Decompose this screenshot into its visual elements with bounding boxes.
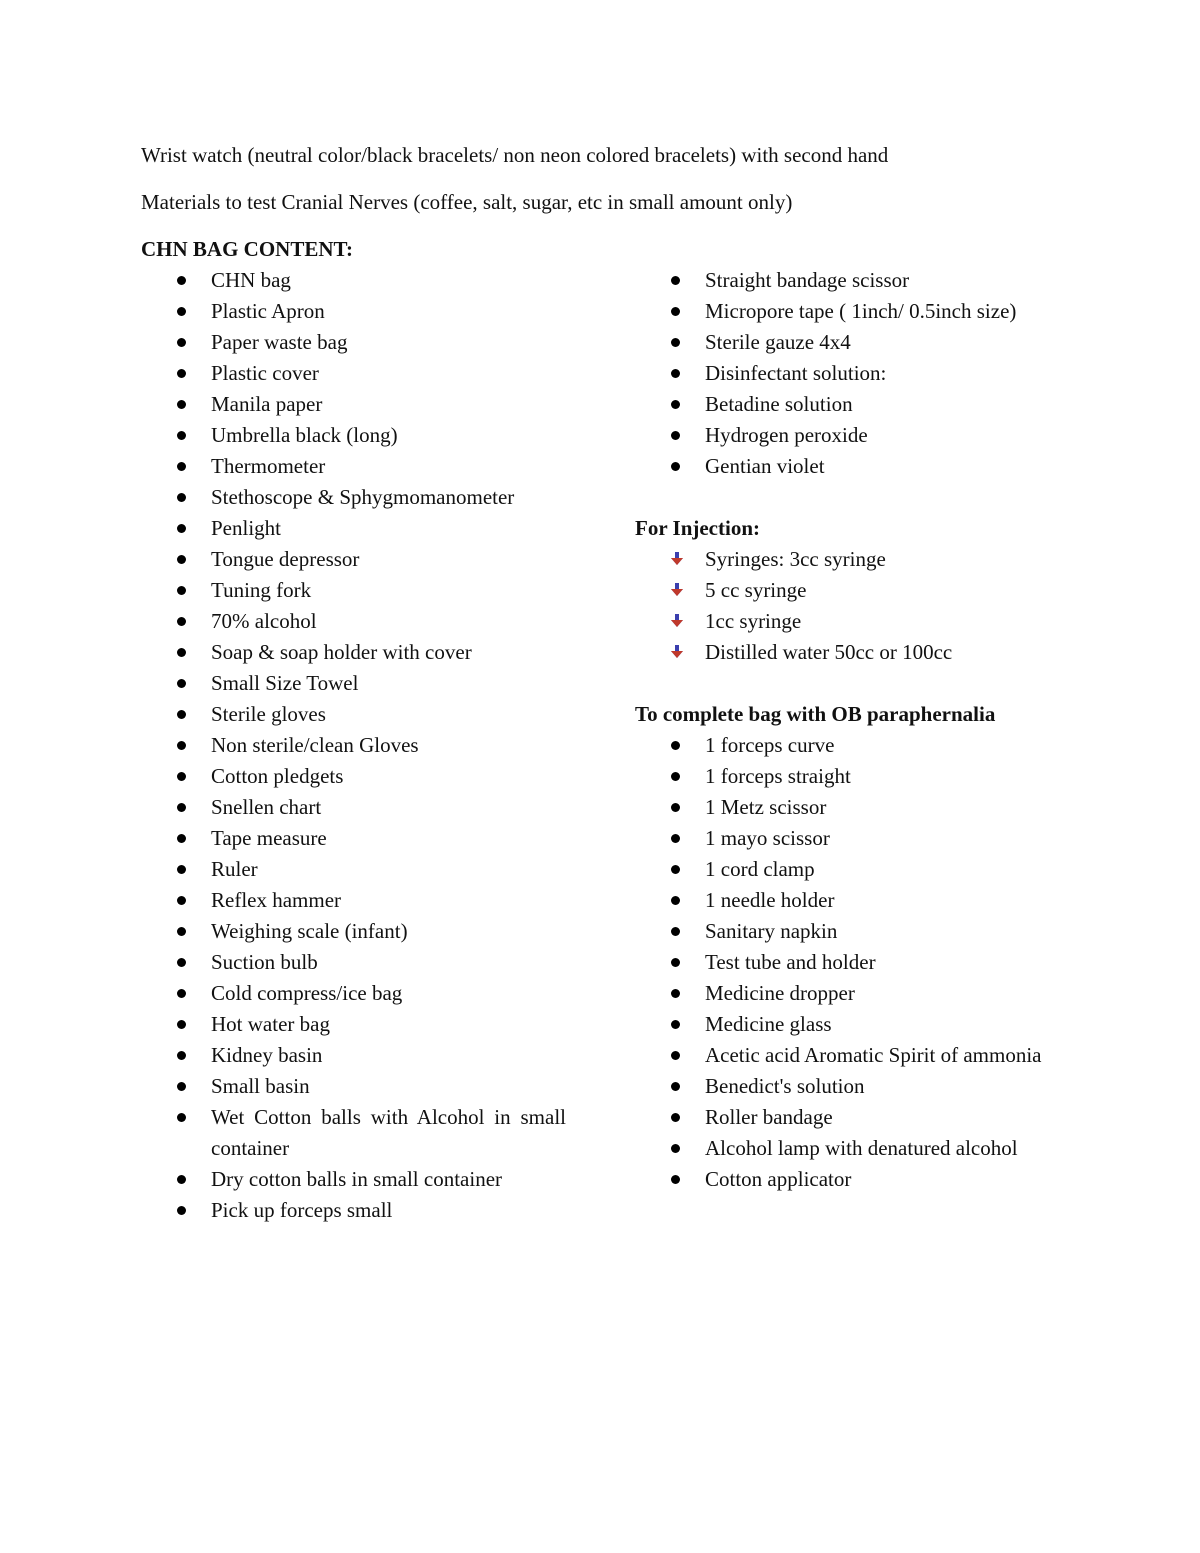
list-item-label: Medicine dropper bbox=[705, 981, 855, 1005]
list-item bbox=[211, 544, 566, 575]
bullet-icon bbox=[177, 679, 186, 688]
bullet-icon bbox=[671, 307, 680, 316]
list-item-label: Umbrella black (long) bbox=[211, 423, 398, 447]
list-item-label: 1 mayo scissor bbox=[705, 826, 830, 850]
bullet-icon bbox=[671, 772, 680, 781]
bullet-icon bbox=[177, 1051, 186, 1060]
list-item-label: Weighing scale (infant) bbox=[211, 919, 408, 943]
list-item bbox=[211, 761, 566, 792]
list-item-label: Plastic cover bbox=[211, 361, 319, 385]
bullet-icon bbox=[671, 276, 680, 285]
bullet-icon bbox=[177, 865, 186, 874]
bullet-icon bbox=[177, 276, 186, 285]
bullet-icon bbox=[671, 927, 680, 936]
arrow-down-bullet-icon bbox=[671, 583, 683, 597]
list-item-label: Penlight bbox=[211, 516, 282, 540]
bullet-icon bbox=[177, 958, 186, 967]
bullet-icon bbox=[671, 741, 680, 750]
list-item bbox=[211, 978, 566, 1009]
list-item bbox=[705, 1133, 1060, 1164]
list-item-label: Acetic acid Aromatic Spirit of ammonia bbox=[705, 1043, 1042, 1067]
list-item-label: Tape measure bbox=[211, 826, 327, 850]
list-item-label: Gentian violet bbox=[705, 454, 825, 478]
list-item-label: Non sterile/clean Gloves bbox=[211, 733, 419, 757]
list-item bbox=[705, 606, 1060, 637]
list-item bbox=[211, 637, 566, 668]
list-item-label: Tongue depressor bbox=[211, 547, 360, 571]
list-item-label: Sterile gauze 4x4 bbox=[705, 330, 851, 354]
list-item bbox=[211, 823, 566, 854]
bullet-icon bbox=[671, 865, 680, 874]
list-item-label: Ruler bbox=[211, 857, 258, 881]
list-item-label: Dry cotton balls in small container bbox=[211, 1167, 503, 1191]
bullet-icon bbox=[177, 1175, 186, 1184]
list-item bbox=[211, 296, 566, 327]
list-item bbox=[705, 1102, 1060, 1133]
list-item-label: Sterile gloves bbox=[211, 702, 326, 726]
list-item-label: Roller bandage bbox=[705, 1105, 833, 1129]
list-item-label: Alcohol lamp with denatured alcohol bbox=[705, 1136, 1018, 1160]
list-item bbox=[211, 730, 566, 761]
bullet-icon bbox=[671, 834, 680, 843]
list-item-label: Suction bulb bbox=[211, 950, 318, 974]
list-item-label: Cotton applicator bbox=[705, 1167, 852, 1191]
list-item-label: Cold compress/ice bag bbox=[211, 981, 403, 1005]
list-item bbox=[211, 265, 566, 296]
list-item bbox=[705, 327, 1060, 358]
bullet-icon bbox=[671, 803, 680, 812]
list-item bbox=[705, 1040, 1060, 1071]
list-item bbox=[211, 1071, 566, 1102]
chn-bag-heading: CHN BAG CONTENT: bbox=[141, 237, 353, 261]
list-item bbox=[705, 420, 1060, 451]
bullet-icon bbox=[177, 431, 186, 440]
list-item bbox=[705, 916, 1060, 947]
list-item-label: Distilled water 50cc or 100cc bbox=[705, 640, 953, 664]
list-item bbox=[211, 885, 566, 916]
list-item-label: Thermometer bbox=[211, 454, 326, 478]
list-item bbox=[211, 916, 566, 947]
list-item-label: Small Size Towel bbox=[211, 671, 359, 695]
chn-bag-list-right bbox=[705, 265, 1060, 482]
list-item-label: Wet Cotton balls with Alcohol in small container bbox=[211, 1105, 566, 1160]
list-item-label: Soap & soap holder with cover bbox=[211, 640, 472, 664]
bullet-icon bbox=[177, 524, 186, 533]
bullet-icon bbox=[177, 989, 186, 998]
bullet-icon bbox=[177, 927, 186, 936]
bullet-icon bbox=[177, 803, 186, 812]
bullet-icon bbox=[671, 1082, 680, 1091]
bullet-icon bbox=[671, 431, 680, 440]
list-item bbox=[705, 730, 1060, 761]
list-item-label: 70% alcohol bbox=[211, 609, 317, 633]
intro-line-cranial-nerves: Materials to test Cranial Nerves (coffee, salt, sugar, etc in small amount only) bbox=[141, 190, 793, 214]
bullet-icon bbox=[177, 834, 186, 843]
list-item bbox=[705, 1009, 1060, 1040]
bullet-icon bbox=[671, 896, 680, 905]
list-item bbox=[705, 823, 1060, 854]
intro-line-wrist-watch: Wrist watch (neutral color/black bracelets/ non neon colored bracelets) with second hand bbox=[141, 143, 889, 167]
list-item bbox=[211, 1040, 566, 1071]
bullet-icon bbox=[177, 617, 186, 626]
list-item bbox=[211, 327, 566, 358]
list-item bbox=[705, 854, 1060, 885]
arrow-down-bullet-icon bbox=[671, 614, 683, 628]
bullet-icon bbox=[177, 493, 186, 502]
bullet-icon bbox=[177, 400, 186, 409]
list-item bbox=[705, 1071, 1060, 1102]
bullet-icon bbox=[177, 772, 186, 781]
ob-paraphernalia-heading: To complete bag with OB paraphernalia bbox=[635, 702, 996, 726]
list-item bbox=[211, 699, 566, 730]
list-item-label: Hot water bag bbox=[211, 1012, 330, 1036]
bullet-icon bbox=[671, 1144, 680, 1153]
bullet-icon bbox=[671, 1113, 680, 1122]
list-item bbox=[705, 1164, 1060, 1195]
list-item-label: Sanitary napkin bbox=[705, 919, 838, 943]
list-item-label: 5 cc syringe bbox=[705, 578, 807, 602]
bullet-icon bbox=[177, 462, 186, 471]
arrow-down-bullet-icon bbox=[671, 552, 683, 566]
list-item bbox=[211, 420, 566, 451]
bullet-icon bbox=[177, 555, 186, 564]
bullet-icon bbox=[177, 586, 186, 595]
list-item-label: Hydrogen peroxide bbox=[705, 423, 868, 447]
bullet-icon bbox=[177, 896, 186, 905]
bullet-icon bbox=[177, 1082, 186, 1091]
list-item bbox=[211, 947, 566, 978]
list-item bbox=[705, 265, 1060, 296]
list-item-label: 1cc syringe bbox=[705, 609, 802, 633]
list-item-label: Syringes: 3cc syringe bbox=[705, 547, 886, 571]
ob-paraphernalia-list bbox=[705, 730, 1060, 1195]
list-item bbox=[211, 1195, 566, 1226]
list-item bbox=[211, 451, 566, 482]
list-item-label: Cotton pledgets bbox=[211, 764, 344, 788]
list-item-label: CHN bag bbox=[211, 268, 291, 292]
list-item bbox=[705, 544, 1060, 575]
list-item-label: 1 forceps curve bbox=[705, 733, 835, 757]
injection-list bbox=[705, 544, 1060, 668]
list-item-label: Paper waste bag bbox=[211, 330, 348, 354]
chn-bag-list-left bbox=[211, 265, 566, 1226]
list-item-label: Kidney basin bbox=[211, 1043, 323, 1067]
list-item-label: Reflex hammer bbox=[211, 888, 342, 912]
list-item-label: Disinfectant solution: bbox=[705, 361, 887, 385]
bullet-icon bbox=[177, 369, 186, 378]
list-item bbox=[211, 1164, 566, 1195]
list-item bbox=[211, 389, 566, 420]
list-item-label: 1 forceps straight bbox=[705, 764, 851, 788]
list-item bbox=[211, 575, 566, 606]
list-item bbox=[211, 1009, 566, 1040]
bullet-icon bbox=[671, 989, 680, 998]
bullet-icon bbox=[177, 1020, 186, 1029]
list-item-label: Medicine glass bbox=[705, 1012, 832, 1036]
bullet-icon bbox=[177, 307, 186, 316]
list-item-label: Pick up forceps small bbox=[211, 1198, 393, 1222]
bullet-icon bbox=[177, 741, 186, 750]
list-item bbox=[705, 947, 1060, 978]
list-item bbox=[705, 637, 1060, 668]
list-item bbox=[211, 668, 566, 699]
bullet-icon bbox=[177, 648, 186, 657]
list-item bbox=[705, 296, 1060, 327]
bullet-icon bbox=[177, 710, 186, 719]
list-item bbox=[705, 761, 1060, 792]
list-item bbox=[211, 1102, 566, 1164]
list-item bbox=[705, 978, 1060, 1009]
bullet-icon bbox=[177, 1113, 186, 1122]
list-item bbox=[705, 358, 1060, 389]
list-item bbox=[211, 792, 566, 823]
bullet-icon bbox=[671, 369, 680, 378]
list-item-label: Betadine solution bbox=[705, 392, 853, 416]
list-item bbox=[705, 885, 1060, 916]
list-item bbox=[705, 451, 1060, 482]
list-item bbox=[705, 792, 1060, 823]
list-item-label: 1 needle holder bbox=[705, 888, 835, 912]
list-item-label: Stethoscope & Sphygmomanometer bbox=[211, 485, 515, 509]
list-item-label: Small basin bbox=[211, 1074, 310, 1098]
bullet-icon bbox=[671, 462, 680, 471]
bullet-icon bbox=[177, 338, 186, 347]
list-item-label: Manila paper bbox=[211, 392, 323, 416]
bullet-icon bbox=[671, 1051, 680, 1060]
bullet-icon bbox=[177, 1206, 186, 1215]
list-item bbox=[705, 389, 1060, 420]
list-item-label: Tuning fork bbox=[211, 578, 312, 602]
list-item-label: Plastic Apron bbox=[211, 299, 325, 323]
bullet-icon bbox=[671, 1175, 680, 1184]
list-item-label: Benedict's solution bbox=[705, 1074, 865, 1098]
list-item bbox=[211, 358, 566, 389]
bullet-icon bbox=[671, 1020, 680, 1029]
injection-heading: For Injection: bbox=[635, 516, 761, 540]
bullet-icon bbox=[671, 958, 680, 967]
list-item-label: 1 Metz scissor bbox=[705, 795, 827, 819]
list-item bbox=[211, 606, 566, 637]
arrow-down-bullet-icon bbox=[671, 645, 683, 659]
bullet-icon bbox=[671, 400, 680, 409]
list-item-label: Snellen chart bbox=[211, 795, 322, 819]
list-item bbox=[211, 854, 566, 885]
list-item bbox=[211, 513, 566, 544]
list-item-label: Test tube and holder bbox=[705, 950, 876, 974]
list-item bbox=[705, 575, 1060, 606]
list-item bbox=[211, 482, 566, 513]
list-item-label: Micropore tape ( 1inch/ 0.5inch size) bbox=[705, 299, 1017, 323]
list-item-label: 1 cord clamp bbox=[705, 857, 815, 881]
list-item-label: Straight bandage scissor bbox=[705, 268, 910, 292]
bullet-icon bbox=[671, 338, 680, 347]
